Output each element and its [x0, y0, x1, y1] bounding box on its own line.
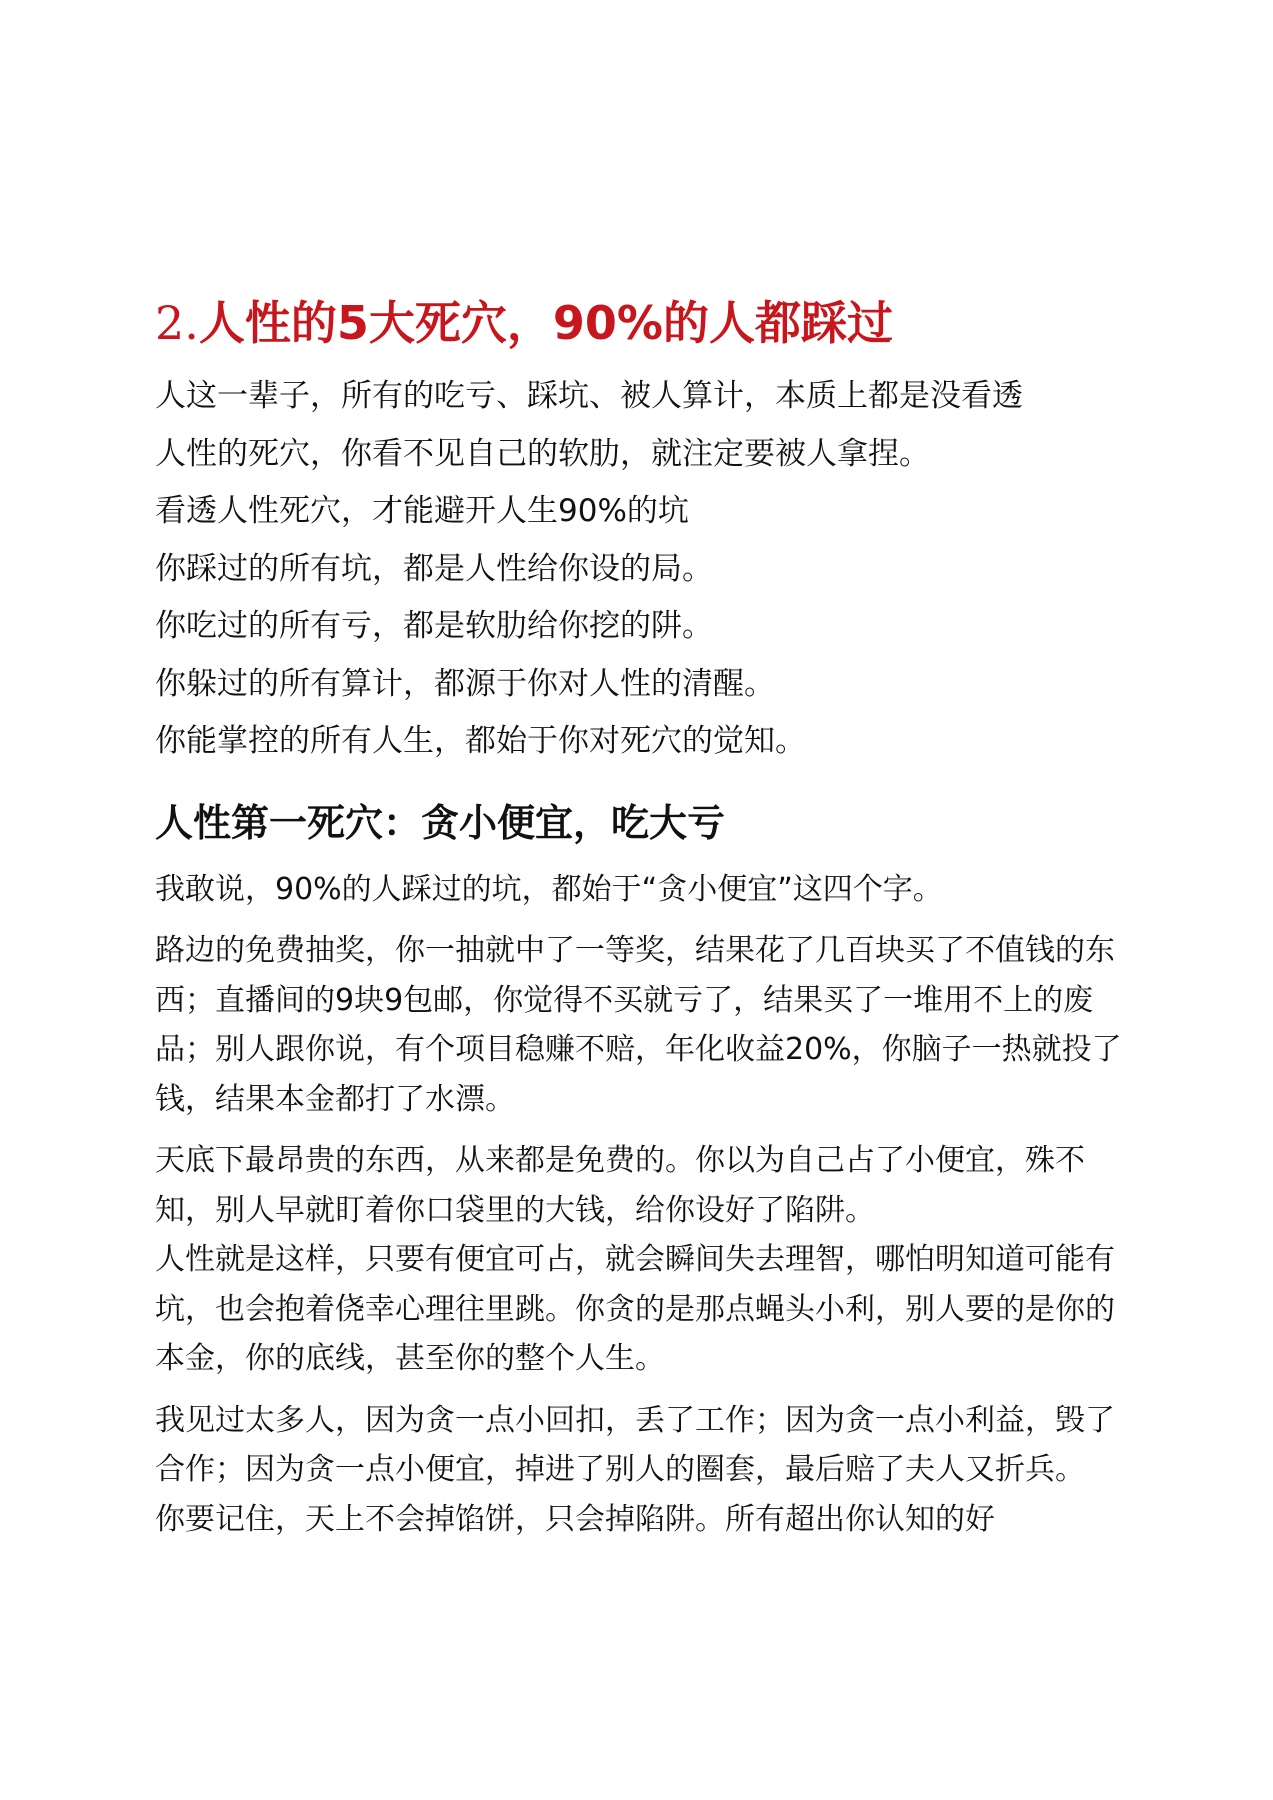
section-body — [155, 865, 1125, 1545]
paragraph: 我敢说，90%的人踩过的坑，都始于“贪小便宜”这四个字。 — [155, 871, 943, 907]
paragraph: 我见过太多人，因为贪一点小回扣，丢了工作；因为贪一点小利益，毁了合作；因为贪一点小便宜，掉进了别人的圈套，最后赔了夫人又折兵。 — [155, 1402, 1115, 1487]
intro-block — [155, 368, 1125, 771]
intro-line: 你吃过的所有亏，都是软肋给你挖的阱。 — [155, 608, 713, 644]
heading-title: 人性的5大死穴，90%的人都踩过 — [198, 296, 894, 350]
main-heading — [155, 292, 1125, 354]
intro-line: 你躲过的所有算计，都源于你对人性的清醒。 — [155, 665, 775, 702]
paragraph: 人性就是这样，只要有便宜可占，就会瞬间失去理智，哪怕明知道可能有坑，也会抱着侥幸心理往里跳。你贪的是那点蝇头小利，别人要的是你的本金，你的底线，甚至你的整个人生。 — [155, 1242, 1115, 1376]
intro-line: 你能掌控的所有人生，都始于你对死穴的觉知。 — [155, 723, 806, 759]
intro-line: 你踩过的所有坑，都是人性给你设的局。 — [155, 550, 713, 587]
paragraph: 天底下最昂贵的东西，从来都是免费的。你以为自己占了小便宜，殊不知，别人早就盯着你口袋里的大钱，给你设好了陷阱。 — [155, 1143, 1085, 1228]
heading-number: 2. — [155, 296, 199, 350]
section-heading: 人性第一死穴：贪小便宜，吃大亏 — [155, 800, 726, 845]
paragraph: 你要记住，天上不会掉馅饼，只会掉陷阱。所有超出你认知的好 — [155, 1501, 995, 1537]
intro-line: 人这一辈子，所有的吃亏、踩坑、被人算计，本质上都是没看透 — [155, 378, 1023, 414]
paragraph: 路边的免费抽奖，你一抽就中了一等奖，结果花了几百块买了不值钱的东西；直播间的9块9包邮，你觉得不买就亏了，结果买了一堆用不上的废品；别人跟你说，有个项目稳赚不赔，年化收益20%，你脑子一热就投了钱，结果本金都打了水漂。 — [155, 933, 1122, 1117]
intro-line: 人性的死穴，你看不见自己的软肋，就注定要被人拿捏。 — [155, 435, 930, 472]
intro-line: 看透人性死穴，才能避开人生90%的坑 — [155, 493, 689, 529]
document-page — [155, 292, 1125, 1556]
